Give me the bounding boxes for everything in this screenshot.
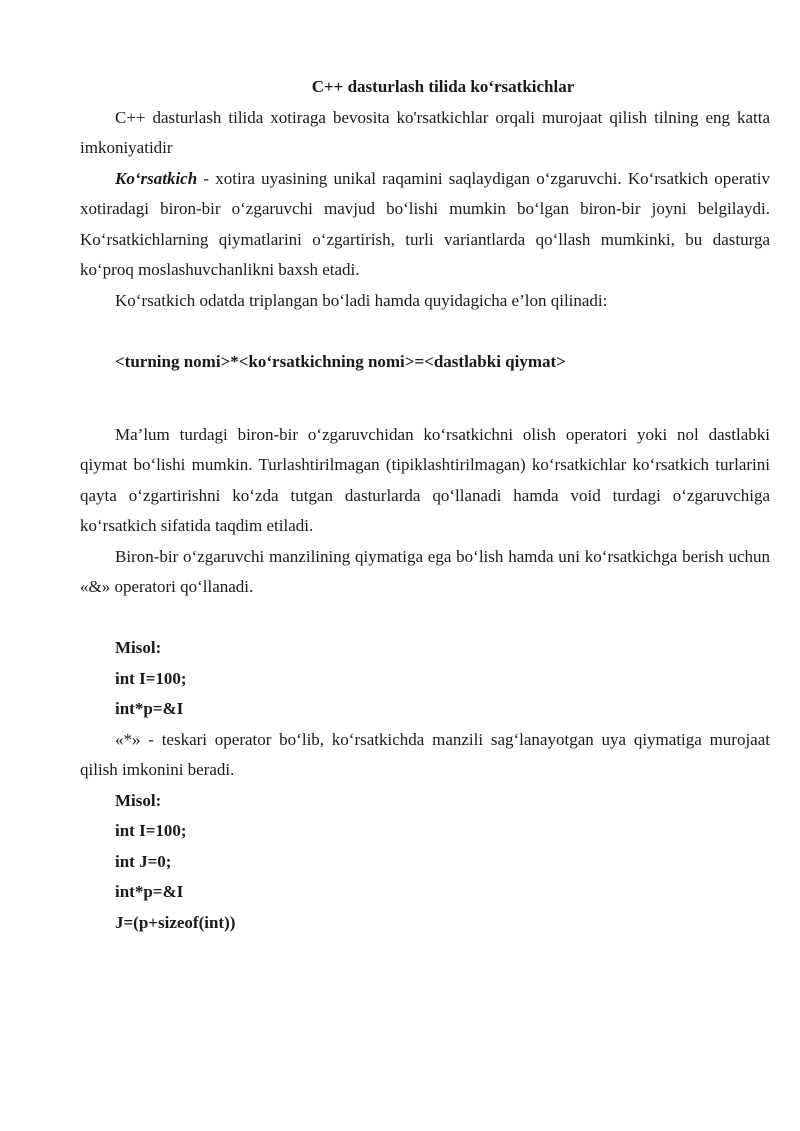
document-page: [80, 72, 770, 938]
paragraph-definition: [80, 164, 770, 286]
paragraph-dereference: «*» - teskari operator bo‘lib, ko‘rsatkichda manzili sag‘lanayotgan uya qiymatiga murojaat qilish imkonini beradi.: [80, 729, 770, 779]
syntax-line: <turning nomi>*<ko‘rsatkichning nomi>=<dastlabki qiymat>: [115, 351, 566, 371]
paragraph-initialization: Ma’lum turdagi biron-bir o‘zgaruvchidan ko‘rsatkichni olish operatori yoki nol dastlabki qiymat bo‘lishi mumkin. Turlashtirilmagan (tipiklashtirilmagan) ko‘rsatkichlar ko‘rsatkich turlarini qayta o‘zgartirishni ko‘zda tutgan dasturlarda qo‘llanadi hamda void turdagi o‘zgaruvchiga ko‘rsatkich sifatida taqdim etiladi.: [80, 424, 770, 535]
code-line: int I=100;: [115, 821, 187, 840]
spacer: [80, 603, 770, 634]
code-line: int*p=&I: [115, 699, 184, 718]
example-label: Misol:: [115, 790, 162, 810]
code-line: int I=100;: [115, 668, 187, 688]
defined-term: Ko‘rsatkich: [115, 168, 198, 188]
code-line: J=(p+sizeof(int)): [115, 912, 236, 932]
paragraph-declaration: Ko‘rsatkich odatda triplangan bo‘ladi hamda quyidagicha e’lon qilinadi:: [115, 290, 608, 310]
document-title: C++ dasturlash tilida ko‘rsatkichlar: [311, 77, 575, 96]
definition-text: - xotira uyasining unikal raqamini saqlaydigan o‘zgaruvchi. Ko‘rsatkich operativ xotiradagi biron-bir o‘zgaruvchi mavjud bo‘lishi mumkin bo‘lgan biron-bir joyni belgilaydi. Ko‘rsatkichlarning qiymatlarini o‘zgartirish, turli variantlarda qo‘llash mumkinki, bu dasturga ko‘proq moslashuvchanlikni baxsh etadi.: [80, 168, 770, 279]
spacer: [80, 316, 770, 347]
example-label: Misol:: [115, 638, 162, 657]
code-line: int*p=&I: [115, 882, 184, 901]
spacer: [80, 377, 770, 408]
code-line: int J=0;: [115, 851, 172, 871]
paragraph-address-operator: Biron-bir o‘zgaruvchi manzilining qiymatiga ega bo‘lish hamda uni ko‘rsatkichga berish uchun «&» operatori qo‘llanadi.: [80, 546, 770, 596]
paragraph-intro: C++ dasturlash tilida xotiraga bevosita ko'rsatkichlar orqali murojaat qilish tilning eng katta imkoniyatidir: [80, 107, 770, 157]
